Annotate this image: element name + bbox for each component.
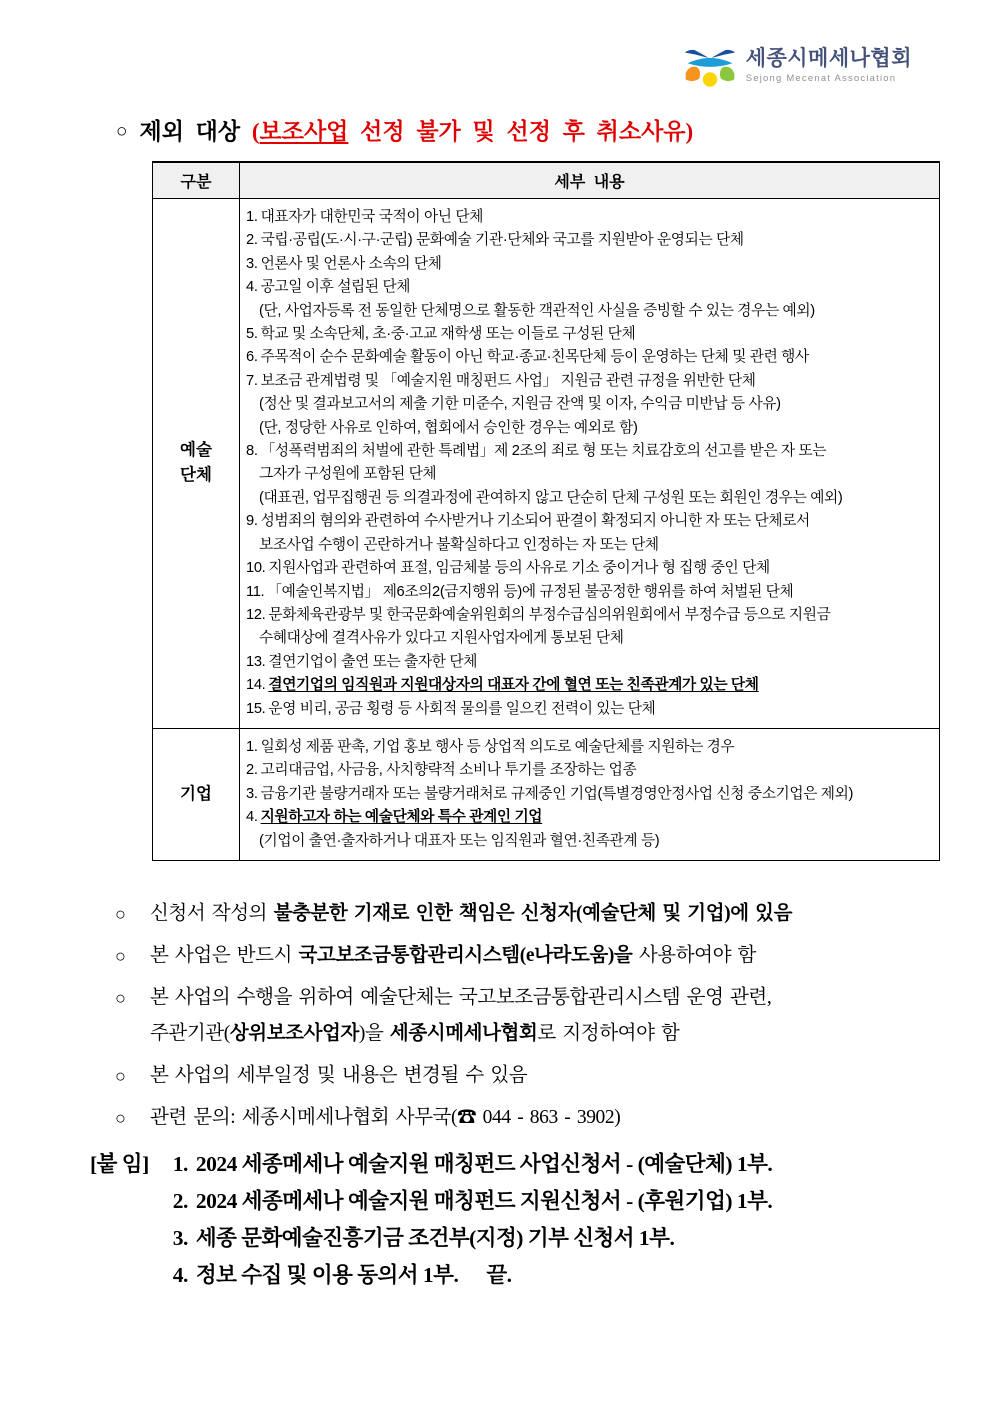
association-logo-text [746, 47, 912, 84]
table-item-line: 8. 「성폭력범죄의 처벌에 관한 특례법」제 2조의 죄로 형 또는 치료감호의 선고를 받은 자 또는 [246, 443, 827, 460]
table-item-line: 15. 운영 비리, 공금 횡령 등 사회적 물의를 일으킨 전력이 있는 단체 [246, 700, 656, 717]
red-underlined-text: 보조사업 [259, 119, 349, 144]
table-item-line: 7. 보조금 관계법령 및 「예술지원 매칭펀드 사업」 지원금 관련 규정을 위반한 단체 [246, 372, 756, 389]
attachment-item: 4. 정보 수집 및 이용 동의서 1부. 끝. [172, 1263, 512, 1287]
table-item-line: 4. 지원하고자 하는 예술단체와 특수 관계인 기업 [246, 809, 543, 826]
table-item-line: 3. 금융기관 불량거래자 또는 불량거래처로 규제중인 기업(특별경영안정사업 신청 중소기업은 제외) [246, 785, 854, 802]
category-cell-artist-group: 예술 단체 [153, 199, 240, 729]
table-item-line: 11. 「예술인복지법」 제6조의2(금지행위 등)에 규정된 불공정한 행위를 하여 처벌된 단체 [246, 583, 794, 600]
table-sub-line: (단, 정당한 사유로 인하여, 협회에서 승인한 경우는 예외로 함) [259, 419, 638, 436]
table-header-row [153, 162, 940, 199]
table-item-line: 1. 일회성 제품 판촉, 기업 홍보 행사 등 상업적 의도로 예술단체를 지원하는 경우 [246, 738, 735, 755]
association-logo [683, 42, 912, 90]
attachments-label: [붙 임] [90, 1152, 149, 1176]
table-sub-line: 그자가 구성원에 포함된 단체 [259, 466, 437, 483]
note-text: 신청서 작성의 불충분한 기재로 인한 책임은 신청자(예술단체 및 기업)에 있음 [150, 903, 793, 924]
table-item-line: 9. 성범죄의 혐의와 관련하여 수사받거나 기소되어 판결이 확정되지 아니한 자 또는 단체로서 [246, 513, 810, 530]
association-logo-icon [683, 42, 737, 90]
note-text: 본 사업의 수행을 위하여 예술단체는 국고보조금통합관리시스템 운영 관련, 주관기관(상위보조사업자)을 세종시메세나협회로 지정하여야 함 [150, 987, 772, 1044]
table-sub-line: 수혜대상에 결격사유가 있다고 지원사업자에게 통보된 단체 [259, 630, 624, 647]
table-item-line: 14. 결연기업의 임직원과 지원대상자의 대표자 간에 혈연 또는 친족관계가 있는 단체 [246, 677, 759, 694]
table-sub-line: (기업이 출연·출자하거나 대표자 또는 임직원과 혈연·친족관계 등) [259, 832, 660, 849]
notes-section [115, 896, 925, 1142]
table-row-artist-group [153, 199, 940, 729]
note-text: 본 사업은 반드시 국고보조금통합관리시스템(e나라도움)을 사용하여야 함 [150, 945, 756, 966]
note-text: 본 사업의 세부일정 및 내용은 변경될 수 있음 [150, 1065, 528, 1086]
section-title-label: 제외 대상 [139, 119, 241, 144]
circle-bullet-icon: ○ [115, 1066, 126, 1086]
circle-bullet-icon: ○ [116, 121, 128, 142]
attachment-item: 3. 세종 문화예술진흥기금 조건부(지정) 기부 신청서 1부. [172, 1226, 675, 1250]
details-cell-artist-group [240, 199, 940, 729]
table-item-line: 1. 대표자가 대한민국 국적이 아닌 단체 [246, 209, 484, 225]
table-item-line: 10. 지원사업과 관련하여 표절, 임금체불 등의 사유로 기소 중이거나 형 집행 중인 단체 [246, 560, 770, 577]
note-item [115, 938, 925, 974]
logo-name-korean: 세종시메세나협회 [745, 47, 912, 71]
table-item-line: 5. 학교 및 소속단체, 초·중·고교 재학생 또는 이들로 구성된 단체 [246, 326, 636, 343]
header-details: 세부 내용 [240, 162, 940, 199]
table-sub-line: 보조사업 수행이 곤란하거나 불확실하다고 인정하는 자 또는 단체 [259, 536, 659, 553]
exclusion-table [152, 161, 940, 861]
header-category: 구분 [153, 162, 240, 199]
circle-bullet-icon: ○ [115, 946, 126, 966]
section-title [116, 113, 693, 146]
attachments-list [173, 1146, 773, 1294]
table-item-line: 3. 언론사 및 언론사 소속의 단체 [246, 255, 442, 272]
note-item [115, 980, 925, 1052]
details-cell-company [240, 728, 940, 860]
note-item [115, 1100, 925, 1136]
circle-bullet-icon: ○ [115, 1108, 126, 1128]
table-item-line: 13. 결연기업이 출연 또는 출자한 단체 [246, 653, 478, 670]
note-text: 관련 문의: 세종시메세나협회 사무국(☎ 044 - 863 - 3902) [150, 1107, 621, 1128]
table-row-company [153, 728, 940, 860]
logo-name-english: Sejong Mecenat Association [745, 72, 897, 84]
table-sub-line: (대표권, 업무집행권 등 의결과정에 관여하지 않고 단순히 단체 구성원 또는 회원인 경우는 예외) [259, 489, 843, 506]
table-item-line: 2. 국립·공립(도·시·구·군립) 문화예술 기관·단체와 국고를 지원받아 운영되는 단체 [246, 232, 744, 249]
table-sub-line: (정산 및 결과보고서의 제출 기한 미준수, 지원금 잔액 및 이자, 수익금 미반납 등 사유) [259, 396, 781, 413]
note-item [115, 1058, 925, 1094]
attachment-item: 2. 2024 세종메세나 예술지원 매칭펀드 지원신청서 - (후원기업) 1부. [172, 1189, 773, 1213]
note-item [115, 896, 925, 932]
table-item-line: 4. 공고일 이후 설립된 단체 [246, 279, 411, 296]
table-sub-line: (단, 사업자등록 전 동일한 단체명으로 활동한 객관적인 사실을 증빙할 수 있는 경우는 예외) [259, 302, 815, 319]
circle-bullet-icon: ○ [115, 988, 126, 1008]
attachments-section [90, 1146, 772, 1294]
attachment-item: 1. 2024 세종메세나 예술지원 매칭펀드 사업신청서 - (예술단체) 1부. [172, 1152, 773, 1176]
table-item-line: 6. 주목적이 순수 문화예술 활동이 아닌 학교·종교·친목단체 등이 운영하는 단체 및 관련 행사 [246, 349, 809, 366]
circle-bullet-icon: ○ [115, 904, 126, 924]
table-item-line: 12. 문화체육관광부 및 한국문화예술위원회의 부정수급심의위원회에서 부정수급 등으로 지원금 [246, 606, 831, 623]
table-item-line: 2. 고리대금업, 사금융, 사치향략적 소비나 투기를 조장하는 업종 [246, 762, 637, 779]
category-cell-company: 기업 [153, 728, 240, 860]
section-title-red-note: (보조사업 선정 불가 및 선정 후 취소사유) [251, 119, 694, 144]
